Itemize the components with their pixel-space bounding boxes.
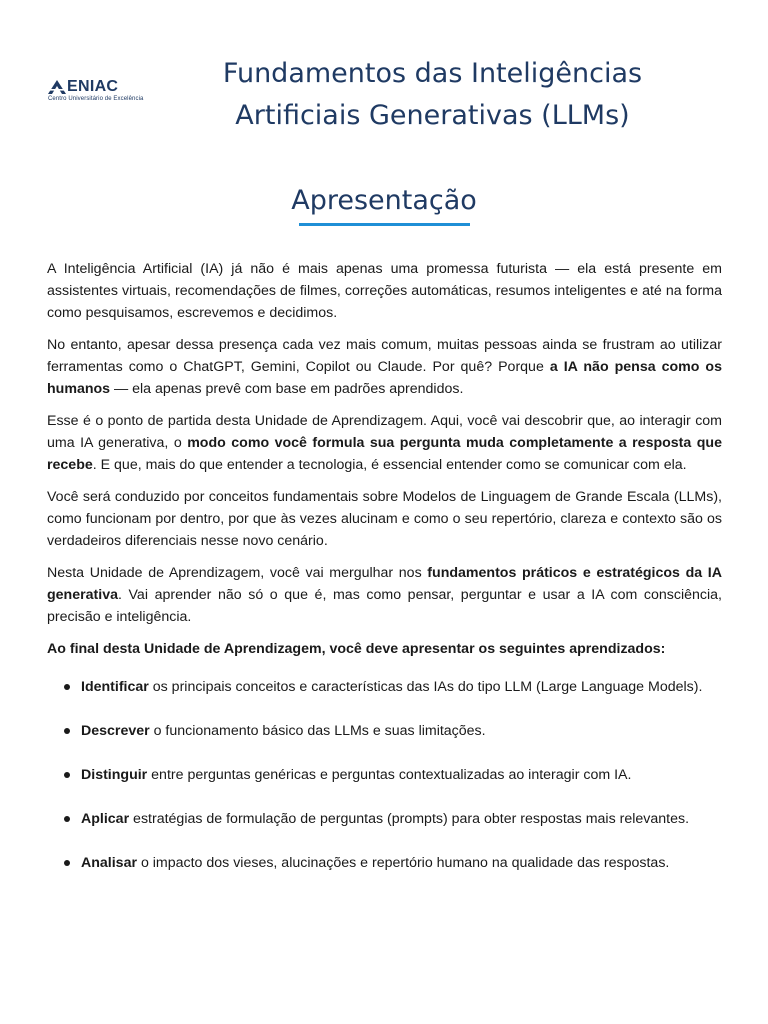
learning-objectives-list <box>47 676 722 874</box>
learning-goals-intro: Ao final desta Unidade de Aprendizagem, você deve apresentar os seguintes aprendizados: <box>47 641 666 657</box>
eniac-logo <box>48 80 144 102</box>
objective-verb: Analisar <box>81 855 137 871</box>
title-line-2: Artificiais Generativas (LLMs) <box>235 100 630 131</box>
eniac-triangle-icon <box>48 80 66 94</box>
emphasis-text: modo como você formula sua pergunta muda completamente a resposta que recebe <box>47 435 722 473</box>
paragraph-starting-point <box>47 410 722 476</box>
paragraph-text: . E que, mais do que entender a tecnologia, é essencial entender como se comunicar com ela. <box>92 457 687 473</box>
logo-wordmark: ENIAC <box>67 78 119 95</box>
objective-text: entre perguntas genéricas e perguntas contextualizadas ao interagir com IA. <box>147 767 632 783</box>
list-item <box>47 720 722 742</box>
objective-text: o impacto dos vieses, alucinações e repertório humano na qualidade das respostas. <box>137 855 670 871</box>
objective-verb: Distinguir <box>81 767 148 783</box>
objective-text: estratégias de formulação de perguntas (prompts) para obter respostas mais relevantes. <box>129 811 690 827</box>
section-heading-underline <box>299 223 470 226</box>
paragraph-text: . Vai aprender não só o que é, mas como pensar, perguntar e usar a IA com consciência, precisão e inteligência. <box>47 587 722 625</box>
paragraph-text: Esse é o ponto de partida desta Unidade de Aprendizagem. Aqui, você vai descobrir que, ao interagir com uma IA generativa, o <box>47 413 722 451</box>
objective-text: o funcionamento básico das LLMs e suas limitações. <box>149 723 486 739</box>
list-item <box>47 676 722 698</box>
list-item <box>47 764 722 786</box>
document-title <box>150 53 715 137</box>
title-line-1: Fundamentos das Inteligências <box>222 58 643 89</box>
logo-tagline: Centro Universitário de Excelência <box>48 96 144 102</box>
objective-text: os principais conceitos e características das IAs do tipo LLM (Large Language Models). <box>148 679 703 695</box>
list-item <box>47 852 722 874</box>
emphasis-text: fundamentos práticos e estratégicos da IA generativa <box>47 565 722 603</box>
paragraph-text: No entanto, apesar dessa presença cada vez mais comum, muitas pessoas ainda se frustram ao utilizar ferramentas como o ChatGPT, Gemini, Copilot ou Claude. Por quê? Porque <box>47 337 722 375</box>
paragraph-text: Nesta Unidade de Aprendizagem, você vai mergulhar nos <box>47 565 428 581</box>
objective-verb: Descrever <box>81 723 150 739</box>
objective-verb: Identificar <box>81 679 149 695</box>
paragraph-text: — ela apenas prevê com base em padrões aprendidos. <box>110 381 464 397</box>
paragraph-fundamentals <box>47 562 722 628</box>
objective-verb: Aplicar <box>81 811 130 827</box>
paragraph-concepts: Você será conduzido por conceitos fundamentais sobre Modelos de Linguagem de Grande Escala (LLMs), como funcionam por dentro, por que às vezes alucinam e como o seu repertório, clareza e contexto são os verdadeiros diferenciais nesse novo cenário. <box>47 489 722 549</box>
document-body <box>47 258 722 896</box>
logo-mark-row <box>48 80 144 94</box>
list-item <box>47 808 722 830</box>
paragraph-intro: A Inteligência Artificial (IA) já não é mais apenas uma promessa futurista — ela está presente em assistentes virtuais, recomendações de filmes, correções automáticas, resumos inteligentes e até na forma como pesquisamos, escrevemos e decidimos. <box>47 261 722 321</box>
paragraph-frustration <box>47 334 722 400</box>
emphasis-text: a IA não pensa como os humanos <box>47 359 722 397</box>
section-heading: Apresentação <box>291 185 477 216</box>
